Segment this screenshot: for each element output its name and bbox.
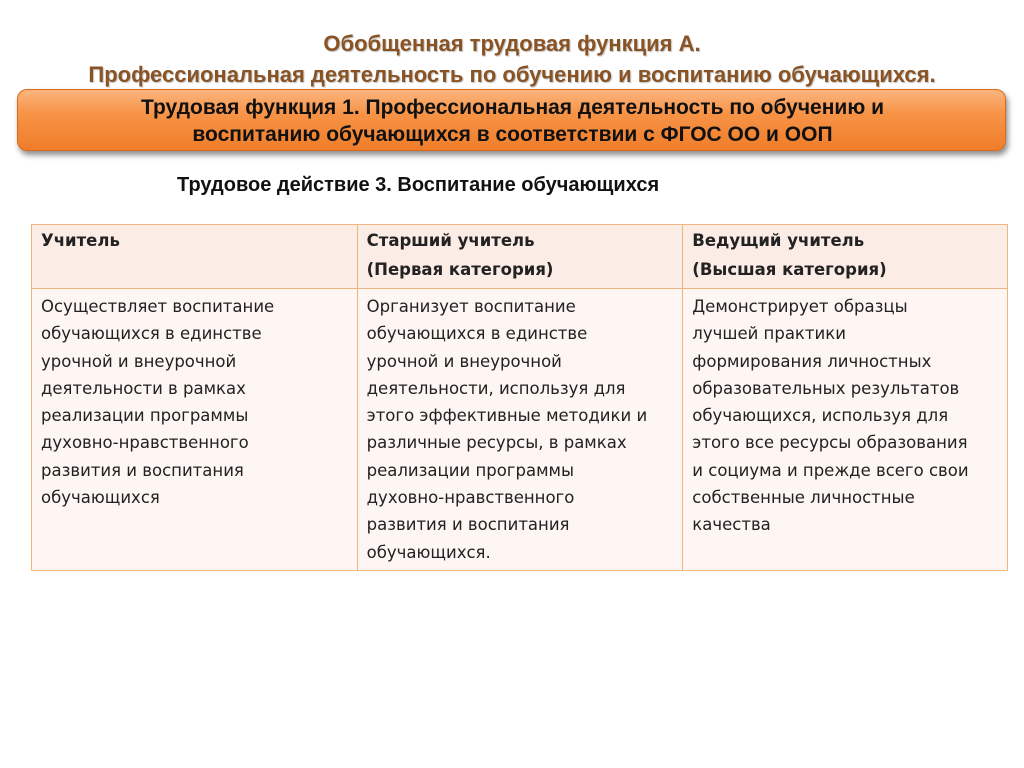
cell-leading-teacher-text: Демонстрирует образцы лучшей практики формирования личностных образовательных результатов обучающихся, используя для этого все ресурсы образования и социума и прежде всего свои собственные личностные качества [692,297,969,535]
cell-senior-teacher [357,289,683,571]
header-senior-teacher [357,225,683,289]
banner-text: Трудовая функция 1. Профессиональная деятельность по обучению и воспитанию обучающихся в соответствии с ФГОС ОО и ООП [140,96,885,146]
competency-table [31,224,1008,571]
header-teacher-label: Учитель [41,231,120,250]
header-teacher [32,225,358,289]
header-senior-teacher-label: Старший учитель (Первая категория) [366,231,554,279]
subheading: Трудовое действие 3. Воспитание обучающихся [177,174,660,196]
cell-senior-teacher-text: Организует воспитание обучающихся в единстве урочной и внеурочной деятельности, используя для этого эффективные методики и различные ресурсы, в рамках реализации программы духовно-нравственного развития и воспитания обучающихся. [366,297,648,562]
table-row [32,289,1008,571]
title-line-2: Профессиональная деятельность по обучению и воспитанию обучающихся. [88,62,936,87]
header-leading-teacher [683,225,1008,289]
title-line-1: Обобщенная трудовая функция А. [323,31,701,56]
cell-teacher [32,289,358,571]
table-header-row [32,225,1008,289]
cell-leading-teacher [683,289,1008,571]
function-banner [17,89,1006,151]
header-leading-teacher-label: Ведущий учитель (Высшая категория) [692,231,887,279]
cell-teacher-text: Осуществляет воспитание обучающихся в единстве урочной и внеурочной деятельности в рамках реализации программы духовно-нравственного развития и воспитания обучающихся [41,297,275,508]
